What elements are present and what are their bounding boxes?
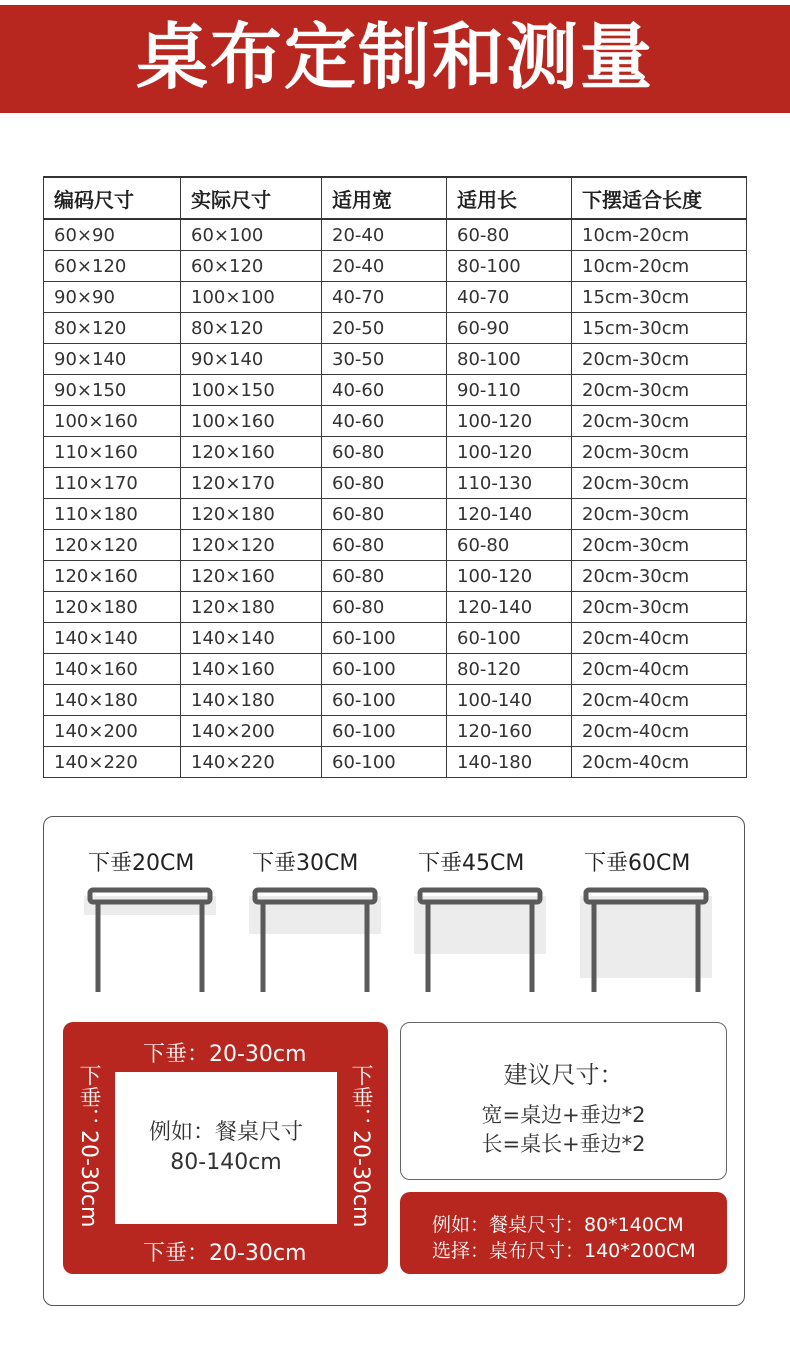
table-cell: 60-100 xyxy=(322,623,447,654)
table-cell: 20cm-40cm xyxy=(572,654,747,685)
table-cell: 110×170 xyxy=(44,468,181,499)
table-cell: 20-50 xyxy=(322,313,447,344)
table-cell: 10cm-20cm xyxy=(572,251,747,282)
table-cell: 90×90 xyxy=(44,282,181,313)
table-cell: 60-80 xyxy=(322,499,447,530)
table-cell: 100×100 xyxy=(181,282,322,313)
example-table-size: 例如：餐桌尺寸：80*140CM xyxy=(432,1214,684,1236)
table-cell: 120×160 xyxy=(44,561,181,592)
table-cell: 40-70 xyxy=(322,282,447,313)
table-row xyxy=(44,344,747,375)
header-drape-length: 下摆适合长度 xyxy=(572,177,747,219)
size-table xyxy=(43,176,747,778)
table-cell: 20-40 xyxy=(322,219,447,251)
diagram-example-label: 例如：餐桌尺寸 xyxy=(148,1120,303,1145)
table-cell: 60-80 xyxy=(322,561,447,592)
table-cell: 60-80 xyxy=(447,530,572,561)
table-cell: 100×150 xyxy=(181,375,322,406)
table-cell: 40-70 xyxy=(447,282,572,313)
table-cell: 120×170 xyxy=(181,468,322,499)
table-cell: 120×160 xyxy=(181,437,322,468)
table-cell: 60-100 xyxy=(447,623,572,654)
table-cell: 120×180 xyxy=(181,592,322,623)
table-row xyxy=(44,375,747,406)
table-cell: 60×100 xyxy=(181,219,322,251)
table-row xyxy=(44,499,747,530)
table-row xyxy=(44,654,747,685)
header-fit-width: 适用宽 xyxy=(322,177,447,219)
table-drape-icon-30 xyxy=(245,880,385,1000)
table-cell: 60-80 xyxy=(322,437,447,468)
table-cell: 20cm-40cm xyxy=(572,623,747,654)
table-cell: 20cm-30cm xyxy=(572,344,747,375)
table-cell: 90×150 xyxy=(44,375,181,406)
table-cell: 100-120 xyxy=(447,437,572,468)
table-cell: 20cm-40cm xyxy=(572,716,747,747)
table-cell: 140×140 xyxy=(181,623,322,654)
table-cell: 100×160 xyxy=(181,406,322,437)
table-cell: 40-60 xyxy=(322,406,447,437)
table-cell: 140×140 xyxy=(44,623,181,654)
table-cell: 20cm-30cm xyxy=(572,406,747,437)
table-row xyxy=(44,716,747,747)
table-cell: 30-50 xyxy=(322,344,447,375)
diagram-bottom-label: 下垂：20-30cm xyxy=(143,1241,307,1266)
header-fit-length: 适用长 xyxy=(447,177,572,219)
length-formula: 长=桌长+垂边*2 xyxy=(481,1132,646,1156)
suggestion-title: 建议尺寸： xyxy=(503,1061,624,1089)
table-cell: 120×120 xyxy=(181,530,322,561)
table-row xyxy=(44,747,747,778)
table-cell: 10cm-20cm xyxy=(572,219,747,251)
table-cell: 110×160 xyxy=(44,437,181,468)
table-cell: 60-100 xyxy=(322,716,447,747)
table-cell: 140×200 xyxy=(44,716,181,747)
table-cell: 80-100 xyxy=(447,251,572,282)
drape-label-30: 下垂30CM xyxy=(252,851,359,876)
table-row xyxy=(44,685,747,716)
table-cell: 120-160 xyxy=(447,716,572,747)
table-cell: 140×220 xyxy=(44,747,181,778)
table-cell: 120-140 xyxy=(447,499,572,530)
table-cell: 100×160 xyxy=(44,406,181,437)
table-cell: 60×120 xyxy=(181,251,322,282)
table-cell: 20cm-30cm xyxy=(572,561,747,592)
table-row xyxy=(44,592,747,623)
table-cell: 15cm-30cm xyxy=(572,313,747,344)
table-drape-icon-60 xyxy=(576,880,716,1000)
drape-label-45: 下垂45CM xyxy=(418,851,525,876)
table-row xyxy=(44,530,747,561)
table-row xyxy=(44,468,747,499)
table-cell: 120×120 xyxy=(44,530,181,561)
table-cell: 80-120 xyxy=(447,654,572,685)
table-cell: 20cm-30cm xyxy=(572,499,747,530)
table-cell: 60×90 xyxy=(44,219,181,251)
table-cell: 60-90 xyxy=(447,313,572,344)
table-cell: 60-80 xyxy=(322,530,447,561)
table-row xyxy=(44,623,747,654)
table-cell: 60-100 xyxy=(322,685,447,716)
table-cell: 140×180 xyxy=(44,685,181,716)
table-row xyxy=(44,437,747,468)
table-cell: 60-80 xyxy=(322,592,447,623)
table-cell: 20-40 xyxy=(322,251,447,282)
table-cell: 120×180 xyxy=(44,592,181,623)
table-cell: 90×140 xyxy=(181,344,322,375)
table-cell: 20cm-30cm xyxy=(572,437,747,468)
table-cell: 20cm-30cm xyxy=(572,375,747,406)
table-cell: 60×120 xyxy=(44,251,181,282)
suggestion-box xyxy=(400,1022,727,1180)
table-cell: 60-80 xyxy=(447,219,572,251)
table-row xyxy=(44,219,747,251)
drape-label-20: 下垂20CM xyxy=(88,851,195,876)
table-row xyxy=(44,406,747,437)
table-cell: 120×180 xyxy=(181,499,322,530)
table-cell: 140×200 xyxy=(181,716,322,747)
table-row xyxy=(44,251,747,282)
table-row xyxy=(44,561,747,592)
table-cell: 80×120 xyxy=(44,313,181,344)
example-box xyxy=(400,1192,727,1274)
table-cell: 100-120 xyxy=(447,406,572,437)
table-cell: 15cm-30cm xyxy=(572,282,747,313)
table-cell: 140-180 xyxy=(447,747,572,778)
table-cell: 80-100 xyxy=(447,344,572,375)
table-cell: 60-80 xyxy=(322,468,447,499)
table-cell: 20cm-40cm xyxy=(572,747,747,778)
diagram-left-label: 下垂：20-30cm xyxy=(76,1064,101,1228)
table-cell: 90-110 xyxy=(447,375,572,406)
table-cell: 20cm-30cm xyxy=(572,530,747,561)
page-title: 桌布定制和测量 xyxy=(135,15,654,99)
table-cell: 140×220 xyxy=(181,747,322,778)
header-actual-size: 实际尺寸 xyxy=(181,177,322,219)
table-cell: 20cm-30cm xyxy=(572,592,747,623)
table-cell: 140×160 xyxy=(181,654,322,685)
table-cell: 120-140 xyxy=(447,592,572,623)
table-cell: 90×140 xyxy=(44,344,181,375)
width-formula: 宽=桌边+垂边*2 xyxy=(481,1103,646,1127)
table-cell: 60-100 xyxy=(322,654,447,685)
table-cell: 100-140 xyxy=(447,685,572,716)
table-row xyxy=(44,282,747,313)
drape-label-60: 下垂60CM xyxy=(584,851,691,876)
header-code-size: 编码尺寸 xyxy=(44,177,181,219)
table-drape-icon-45 xyxy=(410,880,550,1000)
table-drape-icon-20 xyxy=(80,880,220,1000)
table-cell: 40-60 xyxy=(322,375,447,406)
table-cell: 100-120 xyxy=(447,561,572,592)
diagram-example-size: 80-140cm xyxy=(170,1150,282,1175)
table-cell: 140×160 xyxy=(44,654,181,685)
table-row xyxy=(44,313,747,344)
table-cell: 20cm-30cm xyxy=(572,468,747,499)
table-cell: 80×120 xyxy=(181,313,322,344)
table-cell: 140×180 xyxy=(181,685,322,716)
diagram-top-label: 下垂：20-30cm xyxy=(143,1042,307,1067)
table-header-row xyxy=(44,177,747,219)
table-cell: 110-130 xyxy=(447,468,572,499)
table-cell: 20cm-40cm xyxy=(572,685,747,716)
table-cell: 110×180 xyxy=(44,499,181,530)
diagram-right-label: 下垂：20-30cm xyxy=(348,1064,373,1228)
example-cloth-size: 选择：桌布尺寸：140*200CM xyxy=(432,1240,696,1262)
title-banner xyxy=(0,5,790,113)
table-cell: 120×160 xyxy=(181,561,322,592)
diagram-table-area xyxy=(115,1072,337,1224)
table-cell: 60-100 xyxy=(322,747,447,778)
